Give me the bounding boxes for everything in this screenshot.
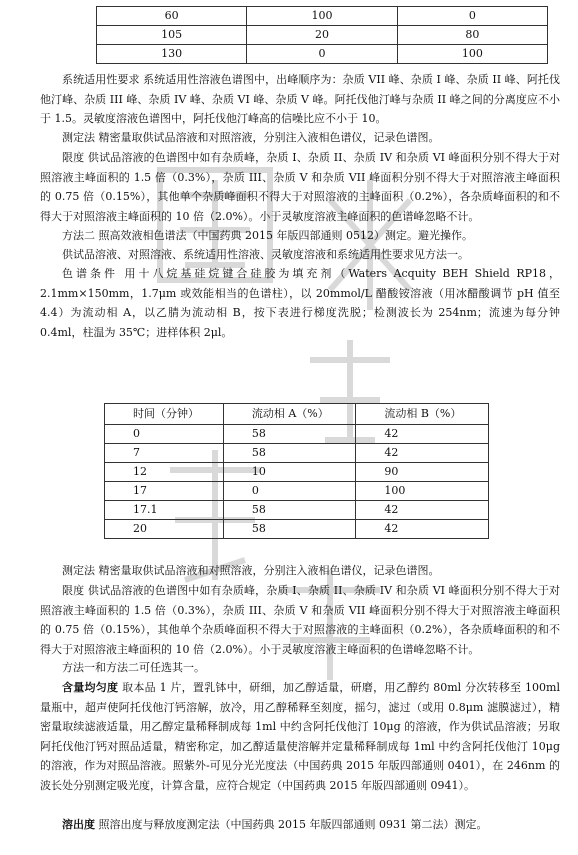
table-cell: 20 [247, 26, 397, 45]
table-cell: 17 [105, 482, 224, 501]
table-cell: 12 [105, 463, 224, 482]
table-cell: 58 [223, 444, 355, 463]
table-cell: 42 [356, 520, 489, 539]
table-cell: 42 [356, 501, 489, 520]
table-cell: 0 [223, 482, 355, 501]
table-cell: 90 [356, 463, 489, 482]
table-cell: 58 [223, 520, 355, 539]
table-cell: 105 [97, 26, 247, 45]
table-cell: 100 [356, 482, 489, 501]
table-cell: 100 [247, 7, 397, 26]
table-cell: 58 [223, 501, 355, 520]
dissolution-paragraph [40, 815, 560, 835]
content-uniformity-paragraph [40, 678, 560, 795]
table-row [105, 482, 489, 501]
table-row [105, 425, 489, 444]
table-cell: 0 [247, 45, 397, 64]
chromatographic-conditions-paragraph: 色谱条件 用十八烷基硅烷键合硅胶为填充剂（Waters Acquity BEH Shield RP18，2.1mm×150mm，1.7μm 或效能相当的色谱柱），以 20mmol/L 醋酸铵溶液（用冰醋酸调节 pH 值至 4.4）为流动相 A，以乙腈为流动相 B，按下表进行梯度洗脱；检测波长为 254nm；流速为每分钟 0.4ml，柱温为 35℃；进样体积 2μl。 [40, 267, 560, 339]
method-choice-paragraph: 方法一和方法二可任选其一。 [62, 661, 205, 674]
content-uniformity-text: 取本品 1 片，置乳钵中，研细，加乙醇适量，研磨，用乙醇约 80ml 分次转移至 100ml 量瓶中，超声使阿托伐他汀钙溶解，放冷，用乙醇稀释至刻度，摇匀，滤过（或用 0.8μm 滤膜滤过），精密量取续滤液适量，用乙醇定量稀释制成每 1ml 中约含阿托伐他汀 10μg 的溶液，作为供试品溶液；另取阿托伐他汀钙对照品适量，精密称定，加乙醇适量使溶解并定量稀释制成每 1ml 中约含阿托伐他汀 10μg 的溶液，作为对照品溶液。照紫外-可见分光光度法（中国药典 2015 年版四部通则 0401），在 246nm 的波长处分别测定吸光度，计算含量，应符合规定（中国药典 2015 年版四部通则 0941）。 [40, 681, 560, 792]
table-cell: 80 [397, 26, 547, 45]
table-cell: 0 [397, 7, 547, 26]
table-row [105, 463, 489, 482]
dissolution-text: 照溶出度与释放度测定法（中国药典 2015 年版四部通则 0931 第二法）测定。 [95, 818, 488, 831]
limit-paragraph-1: 限度 供试品溶液的色谱图中如有杂质峰，杂质 I、杂质 II、杂质 IV 和杂质 VI 峰面积分别不得大于对照溶液主峰面积的 1.5 倍（0.3%），杂质 III、杂质 V 和杂质 VII 峰面积分别不得大于对照溶液主峰面积的 0.75 倍（0.15%），其他单个杂质峰面积不得大于对照溶液的主峰面积（0.2%），各杂质峰面积的和不得大于对照溶液主峰面积的 10 倍（2.0%）。小于灵敏度溶液主峰面积的色谱峰忽略不计。 [40, 151, 560, 223]
table-cell: 7 [105, 444, 224, 463]
table-row [97, 26, 548, 45]
method-two-paragraph: 方法二 照高效液相色谱法（中国药典 2015 年版四部通则 0512）测定。避光操作。 [62, 229, 473, 242]
content-uniformity-title: 含量均匀度 [62, 681, 119, 694]
table-row [105, 501, 489, 520]
table-cell: 20 [105, 520, 224, 539]
table-cell: 100 [397, 45, 547, 64]
limit-paragraph-2: 限度 供试品溶液的色谱图中如有杂质峰，杂质 I、杂质 II、杂质 IV 和杂质 VI 峰面积分别不得大于对照溶液主峰面积的 1.5 倍（0.3%），杂质 III、杂质 V 和杂质 VII 峰面积分别不得大于对照溶液主峰面积的 0.75 倍（0.15%），其他单个杂质峰面积不得大于对照溶液的主峰面积（0.2%），各杂质峰面积的和不得大于对照溶液主峰面积的 10 倍（2.0%）。小于灵敏度溶液主峰面积的色谱峰忽略不计。 [40, 584, 560, 656]
table-cell: 60 [97, 7, 247, 26]
table-cell: 0 [105, 425, 224, 444]
system-suitability-paragraph: 系统适用性要求 系统适用性溶液色谱图中，出峰顺序为：杂质 VII 峰、杂质 I 峰、杂质 II 峰、阿托伐他汀峰、杂质 III 峰、杂质 IV 峰、杂质 VI 峰、杂质 V 峰。阿托伐他汀峰与杂质 II 峰之间的分离度应不小于 1.5。灵敏度溶液色谱图中，阿托伐他汀峰高的信噪比应不小于 10。 [40, 73, 560, 125]
table-row [97, 45, 548, 64]
table-cell: 42 [356, 425, 489, 444]
method-two-solutions-paragraph: 供试品溶液、对照溶液、系统适用性溶液、灵敏度溶液和系统适用性要求见方法一。 [62, 248, 469, 261]
table-row [105, 444, 489, 463]
table-row [105, 520, 489, 539]
dissolution-title: 溶出度 [62, 818, 95, 831]
table-cell: 130 [97, 45, 247, 64]
table-header-cell: 流动相 B（%） [356, 404, 489, 425]
table-cell: 17.1 [105, 501, 224, 520]
table-cell: 42 [356, 444, 489, 463]
table-cell: 58 [223, 425, 355, 444]
determination-paragraph-1: 测定法 精密量取供试品溶液和对照溶液，分别注入液相色谱仪，记录色谱图。 [62, 131, 440, 144]
gradient-table-1 [96, 6, 548, 64]
table-header-cell: 时间（分钟） [105, 404, 224, 425]
determination-paragraph-2: 测定法 精密量取供试品溶液和对照溶液，分别注入液相色谱仪，记录色谱图。 [62, 564, 440, 577]
table-cell: 10 [223, 463, 355, 482]
table-header-cell: 流动相 A（%） [223, 404, 355, 425]
table-row [97, 7, 548, 26]
gradient-table-2 [104, 403, 489, 539]
